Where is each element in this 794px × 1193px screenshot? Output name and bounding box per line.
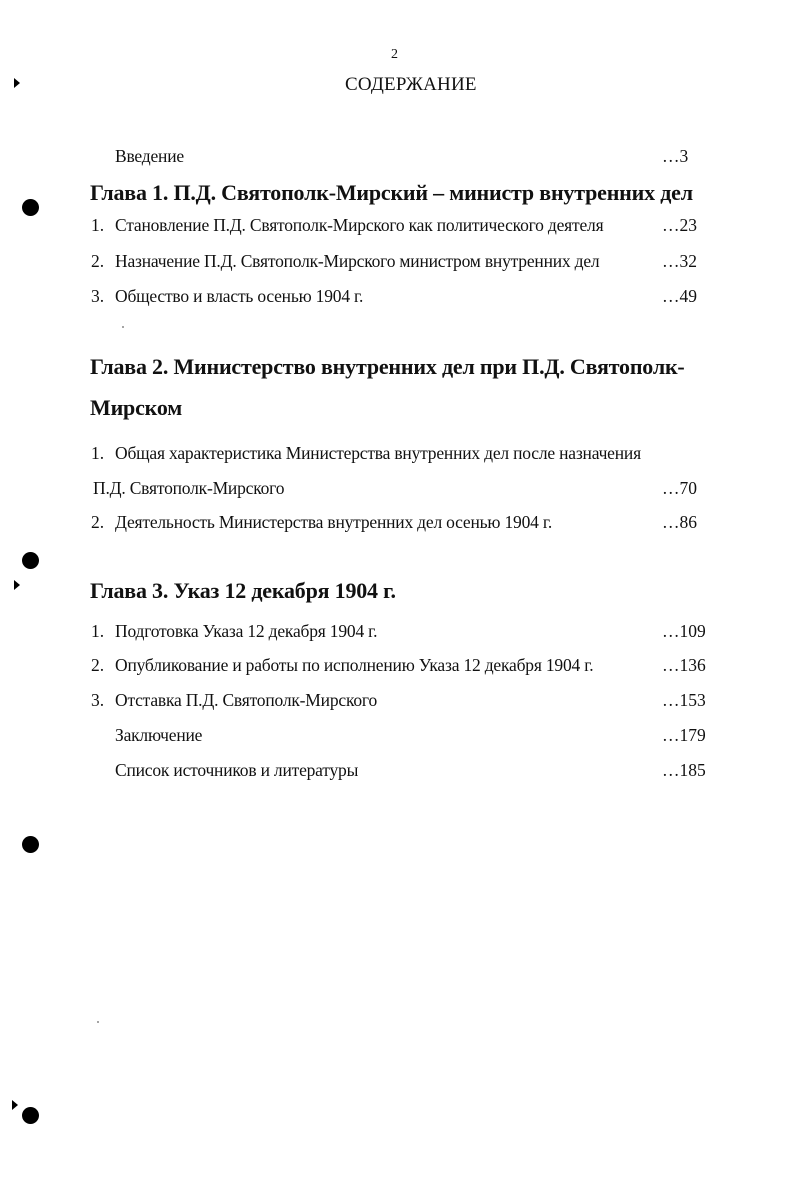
chapter-2-heading: Глава 2. Министерство внутренних дел при П.Д. Святополк-	[90, 354, 685, 379]
toc-intro-label: Введение	[115, 146, 184, 166]
binder-hole	[22, 552, 39, 569]
toc-item-text: Назначение П.Д. Святополк-Мирского министром внутренних дел	[115, 251, 600, 271]
toc-item-number: 2.	[91, 512, 105, 532]
chapter-2-heading-cont: Мирском	[90, 395, 182, 420]
page-title: СОДЕРЖАНИЕ	[345, 74, 477, 95]
toc-item-text: Деятельность Министерства внутренних дел осенью 1904 г.	[115, 512, 553, 532]
scan-mark	[12, 1100, 18, 1110]
toc-item-text: Подготовка Указа 12 декабря 1904 г.	[115, 621, 378, 641]
toc-item-text-cont: П.Д. Святополк-Мирского	[93, 478, 285, 498]
toc-intro-page: …3	[662, 146, 689, 166]
chapter-1-heading: Глава 1. П.Д. Святополк-Мирский – министр внутренних дел	[90, 180, 693, 205]
toc-item-number: 1.	[91, 621, 105, 641]
toc-item-number: 1.	[91, 215, 105, 235]
toc-item-text: Отставка П.Д. Святополк-Мирского	[115, 690, 378, 710]
toc-item-page: …70	[662, 478, 697, 498]
toc-item-number: 3.	[91, 286, 105, 306]
toc-item-number: 1.	[91, 443, 105, 463]
toc-item-page: …86	[662, 512, 697, 532]
toc-item-text: Становление П.Д. Святополк-Мирского как политического деятеля	[115, 215, 604, 235]
toc-item-page: …153	[662, 690, 706, 710]
scan-mark	[14, 580, 20, 590]
toc-item-page: …109	[662, 621, 706, 641]
toc-item-page: …136	[662, 655, 706, 675]
toc-item-text: Общество и власть осенью 1904 г.	[115, 286, 364, 306]
binder-hole	[22, 199, 39, 216]
page-number: 2	[391, 47, 398, 62]
scan-speck	[97, 1021, 99, 1023]
toc-item-number: 3.	[91, 690, 105, 710]
toc-item-text: Общая характеристика Министерства внутренних дел после назначения	[115, 443, 641, 463]
binder-hole	[22, 1107, 39, 1124]
toc-item-page: …32	[662, 251, 697, 271]
toc-item-number: 2.	[91, 655, 105, 675]
chapter-3-heading: Глава 3. Указ 12 декабря 1904 г.	[90, 578, 396, 603]
toc-bibliography-page: …185	[662, 760, 706, 780]
toc-item-text: Опубликование и работы по исполнению Указа 12 декабря 1904 г.	[115, 655, 594, 675]
toc-item-number: 2.	[91, 251, 105, 271]
scan-mark	[14, 78, 20, 88]
scan-speck	[122, 326, 124, 328]
toc-conclusion-label: Заключение	[115, 725, 203, 745]
binder-hole	[22, 836, 39, 853]
toc-bibliography-label: Список источников и литературы	[115, 760, 359, 780]
toc-item-page: …23	[662, 215, 697, 235]
toc-item-page: …49	[662, 286, 697, 306]
toc-conclusion-page: …179	[662, 725, 706, 745]
